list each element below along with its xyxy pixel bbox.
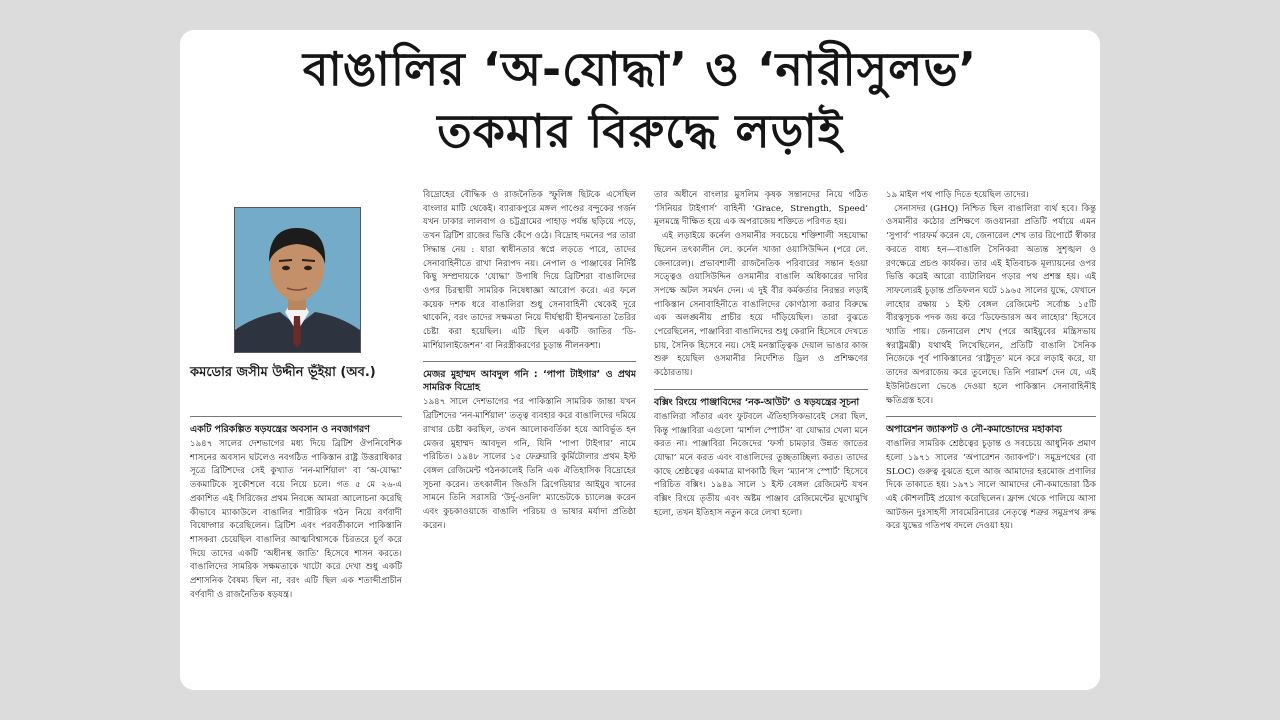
paragraph: ১৯৪৭ সালে দেশভাগের পর পাকিস্তানি সামরিক জান্তা যখন ব্রিটিশদের ‘নন-মার্শিয়াল’ তত্ত্ব ব্যবহার করে বাঙালিদের দমিয়ে রাখার চেষ্টা করছিল, তখন আলোকবর্তিকা হয়ে আবির্ভূত হন মেজর মুহাম্মদ আবদুল গনি, যিনি ‘পাপা টাইগার’ নামে পরিচিত। ১৯৪৮ সালের ১৫ ফেব্রুয়ারি কুর্মিটোলার প্রথম ইস্ট বেঙ্গল রেজিমেন্ট গঠনকালেই তিনি এক ঐতিহাসিক বিদ্রোহের সূচনা করেন। তৎকালীন জিওসি ব্রিগেডিয়ার আইয়ুব খানের সামনে তিনি সরাসরি ‘উর্দু-ওনলি’ ম্যান্ডেটকে চ্যালেঞ্জ করেন এবং কুচকাওয়াজে বাঙালি পরিচয় ও ভাষার মর্যাদা প্রতিষ্ঠা করেন। bbox=[423, 397, 636, 531]
paragraph: বাঙালির সামরিক শ্রেষ্ঠত্বের চূড়ান্ত ও সবচেয়ে আধুনিক প্রমাণ হলো ১৯৭১ সালের ‘অপারেশন জ্যাকপট’। সমুদ্রপথের (বা SLOC) গুরুত্ব বুঝতে হলে আজ আমাদের হরমোজ প্রণালির দিকে তাকাতে হয়। ১৯৭১ সালে আমাদের নৌ-কমান্ডোরা ঠিক এই কৌশলটিই প্রয়োগ করেছিলেন। ফ্রান্স থেকে পালিয়ে আসা আটজন দুঃসাহসী সাবমেরিনারের নেতৃত্বে শত্রুর সমুদ্রপথ রুদ্ধ করে যুদ্ধের গতিপথ বদলে দেওয়া হয়। bbox=[886, 439, 1096, 532]
headline-line-1: বাঙালির ‘অ-যোদ্ধা’ ও ‘নারীসুলভ’ bbox=[302, 42, 978, 96]
article-column-1 bbox=[190, 416, 402, 686]
column-divider bbox=[423, 361, 636, 362]
headline-line-2: তকমার বিরুদ্ধে লড়াই bbox=[437, 104, 843, 158]
newspaper-clipping bbox=[180, 30, 1100, 690]
article-column-3 bbox=[654, 189, 868, 686]
article-headline bbox=[180, 38, 1100, 162]
author-portrait-image bbox=[235, 208, 360, 352]
section-heading: বক্সিং রিংয়ে পাঞ্জাবিদের ‘নক-আউট’ ও ষড়যন্ত্রের সূচনা bbox=[654, 396, 860, 408]
author-photo bbox=[234, 207, 361, 353]
column-divider bbox=[190, 416, 402, 417]
paragraph: তার অধীনে বাংলার মুসলিম কৃষক সন্তানদের নিয়ে গঠিত ‘সিনিয়র টাইগার্স’ বাহিনী ‘Grace, Strength, Speed’ মূলমন্ত্রে দীক্ষিত হয়ে এক অপরাজেয় শক্তিতে পরিণত হয়। bbox=[654, 190, 868, 228]
article-column-2 bbox=[423, 189, 636, 686]
paragraph: সেনাসদর (GHQ) নিশ্চিত ছিল বাঙালিরা ব্যর্থ হবে। কিন্তু ওসমানীর কঠোর প্রশিক্ষণে জওয়ানরা প্রতিটি পর্যায়ে এমন ‘সুপার্ব’ পারফর্ম করেন যে, জেনারেল শেখ তার রিপোর্টে স্বীকার করতে বাধ্য হন—বাঙালি সৈনিকরা অত্যন্ত সুশৃঙ্খল ও রণক্ষেত্রে প্রচণ্ড কার্যকর। তার এই ইতিবাচক মূল্যায়নের ওপর ভিত্তি করেই আরো ব্যাটালিয়ন গড়ার পথ প্রশস্ত হয়। এই সাফল্যেরই চূড়ান্ত প্রতিফলন ঘটে ১৯৬৫ সালের যুদ্ধে, যেখানে লাহোর রক্ষায় ১ ইস্ট বেঙ্গল রেজিমেন্ট সর্বোচ্চ ১৫টি বীরত্বসূচক পদক জয় করে ‘ডিফেন্ডারস অব লাহোর’ হিসেবে খ্যাতি পায়। জেনারেল শেখ (পরে আইয়ুবের মন্ত্রিসভায় স্বরাষ্ট্রমন্ত্রী) যথার্থই লিখেছিলেন, প্রতিটি বাঙালি সৈনিক নিজেকে পূর্ব পাকিস্তানের ‘রাষ্ট্রদূত’ মনে করে লড়াই করে, যা তাদের অপরাজেয় করে তুলেছে। তিনি পরামর্শ দেন যে, এই ইউনিটগুলো ভেঙে দেওয়া হলে পাকিস্তান সেনাবাহিনীই ক্ষতিগ্রস্ত হবে। bbox=[886, 203, 1096, 406]
section-heading: মেজর মুহাম্মদ আবদুল গনি : ‘পাপা টাইগার’ ও প্রথম সামরিক বিদ্রোহ bbox=[423, 369, 636, 394]
article-column-4 bbox=[886, 189, 1096, 686]
section-heading: অপারেশন জ্যাকপট ও নৌ-কমান্ডোদের মহাকাব্য bbox=[886, 424, 1062, 436]
column-divider bbox=[654, 389, 868, 390]
author-byline: কমডোর জসীম উদ্দীন ভূঁইয়া (অব.) bbox=[190, 365, 376, 380]
section-heading: একটি পরিকল্পিত ষড়যন্ত্রের অবসান ও নবজাগরণ bbox=[190, 424, 370, 435]
paragraph: ১৯৪৭ সালের দেশভাগের মধ্য দিয়ে ব্রিটিশ ঔপনিবেশিক শাসনের অবসান ঘটলেও নবগঠিত পাকিস্তান রাষ্ট্র উত্তরাধিকার সূত্রে ব্রিটিশদের সেই কুখ্যাত ‘নন-মার্শিয়াল’ বা ‘অ-যোদ্ধা’ তকমাটিকে সুকৌশলে বয়ে নিয়ে চলে। গত ৫ মে ২৬-এ প্রকাশিত এই সিরিজের প্রথম নিবন্ধে আমরা আলোচনা করেছি কীভাবে ম্যাকাউলে বাঙালির শারীরিক গঠন নিয়ে বর্ণবাদী বিষোদ্গার করেছিলেন। ব্রিটিশ এবং পরবর্তীকালে পাকিস্তানি শাসকরা চেয়েছিল বাঙালির আত্মবিশ্বাসকে চিরতরে চূর্ণ করে দিয়ে তাদের একটি ‘অধীনস্থ জাতি’ হিসেবে শাসন করতে। বাঙালিদের সামরিক সক্ষমতাকে খাটো করে দেখা শুধু একটি প্রশাসনিক বৈষম্য ছিল না, বরং এটি ছিল এক শতাব্দীপ্রাচীন বর্ণবাদী ও রাজনৈতিক ষড়যন্ত্র। bbox=[190, 439, 402, 600]
paragraph: বাঙালিরা সাঁতার এবং ফুটবলে ঐতিহাসিকভাবেই সেরা ছিল, কিন্তু পাঞ্জাবিরা এগুলো ‘মার্শাল স্পোর্টস’ বা যোদ্ধার খেলা মনে করত না। পাঞ্জাবিরা নিজেদের ‘ফর্সা চামড়ার উন্নত জাতের যোদ্ধা’ মনে করত এবং বাঙালিদের তুচ্ছতাচ্ছিল্য করত। তাদের কাছে শ্রেষ্ঠত্বের একমাত্র মাপকাঠি ছিল ‘ম্যান’স স্পোর্ট’ হিসেবে পরিচিত বক্সিং। ১৯৪৯ সালে ১ ইস্ট বেঙ্গল রেজিমেন্ট যখন বক্সিং রিংয়ে তৃতীয় এবং অষ্টম পাঞ্জাব রেজিমেন্টের মুখোমুখি হলো, তখন ইতিহাস নতুন করে লেখা হলো। bbox=[654, 411, 868, 518]
paragraph: এই লড়াইয়ে কর্নেল ওসমানীর সবচেয়ে শক্তিশালী সহযোদ্ধা ছিলেন তৎকালীন লে. কর্নেল খাজা ওয়াসিউদ্দিন (পরে লে. জেনারেল)। প্রভাবশালী রাজনৈতিক পরিবারের সন্তান হওয়া সত্ত্বেও ওয়াসিউদ্দিন ওসমানীর বাঙালি অধিকারের দাবির সপক্ষে অটল সমর্থন দেন। এ দুই বীর কর্মকর্তার নিরন্তর লড়াই পাকিস্তান সেনাবাহিনীতে বাঙালিদের কোণঠাসা করার বিরুদ্ধে এক অলঙ্ঘনীয় প্রাচীর হয়ে দাঁড়িয়েছিল। তারা বুঝতে পেরেছিলেন, পাঞ্জাবিরা বাঙালিদের শুধু কেরানি হিসেবে দেখতে চায়, সৈনিক হিসেবে নয়। সেই মনস্তাত্ত্বিক দেয়াল ভাঙার কাজ শুরু হয়েছিল ওসমানীর নির্দেশিত ড্রিল ও প্রশিক্ষণের কঠোরতায়। bbox=[654, 231, 868, 379]
paragraph: ১৯ মাইল পথ পাড়ি দিতে হয়েছিল তাদের। bbox=[886, 190, 1029, 200]
column-divider bbox=[886, 416, 1096, 417]
paragraph: বিদ্রোহের বৌদ্ধিক ও রাজনৈতিক স্ফুলিঙ্গ ছিটকে এসেছিল বাংলার মাটি থেকেই। ব্যারাকপুরে মঙ্গল পাণ্ডের বন্দুকের গর্জন যখন ঢাকার লালবাগ ও চট্টগ্রামের পাহাড় পর্যন্ত ছড়িয়ে পড়ে, তখন ব্রিটিশ রাজের ভিত্তি কেঁপে ওঠে। বিদ্রোহ দমনের পর তারা সিদ্ধান্ত নেয় : যারা স্বাধীনতার স্বপ্নে লড়তে পারে, তাদের সেনাবাহিনীতে রাখা নিরাপদ নয়। নেপাল ও পাঞ্জাবের নির্দিষ্ট কিছু সম্প্রদায়কে ‘যোদ্ধা’ উপাধি দিয়ে ব্রিটিশরা বাঙালিদের ওপর চিরস্থায়ী সামরিক নিষেধাজ্ঞা আরোপ করে। এর ফলে কয়েক দশক ধরে বাঙালিরা শুধু সেনাবাহিনী থেকেই দূরে থাকেনি, বরং তাদের সক্ষমতা নিয়ে দীর্ঘস্থায়ী হীনম্মন্যতা তৈরির চেষ্টা করা হয়েছিল। এটি ছিল একটি জাতির ‘ডি-মার্শিয়ালাইজেশন’ বা নিরস্ত্রীকরণের চূড়ান্ত নীলনকশা। bbox=[423, 190, 636, 351]
